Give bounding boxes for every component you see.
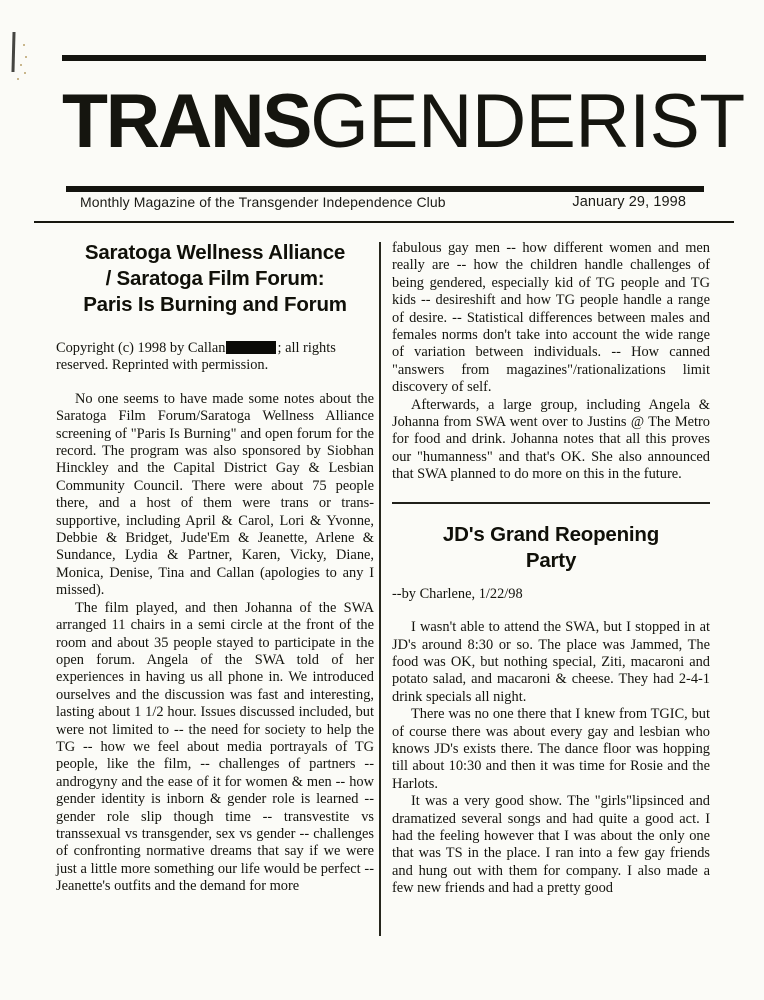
masthead-title-light: GENDERIST (310, 79, 745, 164)
article-section-rule (392, 502, 710, 504)
scan-artifact-speck (23, 44, 25, 46)
article-2-byline: --by Charlene, 1/22/98 (392, 585, 523, 602)
article-1-paragraph: No one seems to have made some notes about the Saratoga Film Forum/Saratoga Wellness Alliance screening of "Paris Is Burning" and open forum for the record. The program was also sponsored by Siobhan Hinckley and the Capital District Gay & Lesbian Community Council. There were about 75 people there, and a host of them were trans or trans-supportive, including April & Carol, Lori & Yvonne, Debbie & Bridget, Jude'Em & Jeanette, Arlene & Sundance, Lydia & Partner, Karen, Vicky, Diane, Monica, Denise, Tina and Callan (apologies to any I missed). (56, 390, 374, 599)
article-1-headline-line-2: / Saratoga Film Forum: (105, 267, 325, 290)
column-divider (379, 242, 381, 936)
article-2-headline (392, 522, 710, 574)
article-1-headline (56, 240, 374, 318)
article-2-headline-line-1: JD's Grand Reopening (442, 522, 660, 546)
masthead-top-rule (62, 55, 706, 61)
article-1-headline-line-1: Saratoga Wellness Alliance (84, 241, 346, 264)
scan-artifact-mark (11, 32, 15, 72)
copyright-text-before: Copyright (c) 1998 by Callan (56, 340, 226, 356)
scan-artifact-speck (20, 64, 22, 66)
masthead-title-bold: TRANS (62, 79, 311, 164)
left-column (56, 240, 374, 896)
scan-artifact-speck (17, 78, 19, 80)
copyright-text-after: ; all rights reserved. Reprinted with permission. (56, 340, 336, 374)
masthead-title (62, 72, 745, 172)
article-2-paragraph: I wasn't able to attend the SWA, but I stopped in at JD's around 8:30 or so. The place was Jammed, The food was OK, but nothing special, Ziti, macaroni and potato salad, and macaroni & cheese. They had 2-4-1 drink specials all night. (392, 619, 710, 705)
article-2-headline-line-2: Party (525, 548, 577, 572)
article-1-headline-line-3: Paris Is Burning and Forum (83, 293, 347, 316)
article-1-copyright (56, 340, 374, 375)
article-2-paragraph: There was no one there that I knew from TGIC, but of course there was about every gay and lesbian who knows JD's exists there. The dance floor was hopping till about 10:30 and then it was time for Rosie and the Harlots. (392, 706, 710, 792)
scan-artifact-speck (25, 56, 27, 58)
article-2-paragraph: It was a very good show. The "girls"lipsinced and dramatized several songs and had quite a good act. I had the feeling however that I was about the only one that was TS in the place. I ran into a few gay friends and hung out with them for company. I also made a few new friends and had a pretty good (392, 793, 710, 897)
article-1-paragraph: The film played, and then Johanna of the SWA arranged 11 chairs in a semi circle at the front of the room and about 35 people stayed to participate in the open forum. Angela of the SWA told of her experiences in having us all phone in. We introduced ourselves and the discussion was fast and interesting, lasting about 1 1/2 hour. Issues discussed included, but were not limited to -- the need for society to help the TG -- how we feel about media portrayals of TG people, like the film, -- challenges of partners -- androgyny and the ease of it for women & men -- how gender identity is inborn & gender role is learned -- gender role slip though time -- transvestite vs transsexual vs transgender, sex vs gender -- challenges of confronting normative dreams that say if we were just a little more something our life would be perfect -- Jeanette's outfits and the demand for more (56, 599, 374, 895)
article-1-continued-paragraph: fabulous gay men -- how different women and men really are -- how the children handle challenges of being gendered, especially kid of TG people and TG kids -- desireshift and how TG people handle a range of desire. -- Statistical differences between males and females norms don't take into account the wide range of variation between individuals. -- How canned "answers from magazines"/rationalizations limit discovery of self. (392, 240, 710, 396)
redacted-name-bar (226, 341, 276, 354)
right-column (392, 240, 710, 898)
scan-artifact-speck (24, 72, 26, 74)
header-separator-rule (34, 221, 734, 223)
article-1-continued-paragraph: Afterwards, a large group, including Angela & Johanna from SWA went over to Justins @ The Metro for food and drink. Johanna notes that all this proves our "humanness" and that's OK. She also announced that SWA planned to do more on this in the future. (392, 396, 710, 483)
issue-date: January 29, 1998 (572, 194, 686, 210)
masthead-tagline: Monthly Magazine of the Transgender Independence Club (80, 194, 446, 210)
masthead-tagline-row (80, 192, 686, 212)
